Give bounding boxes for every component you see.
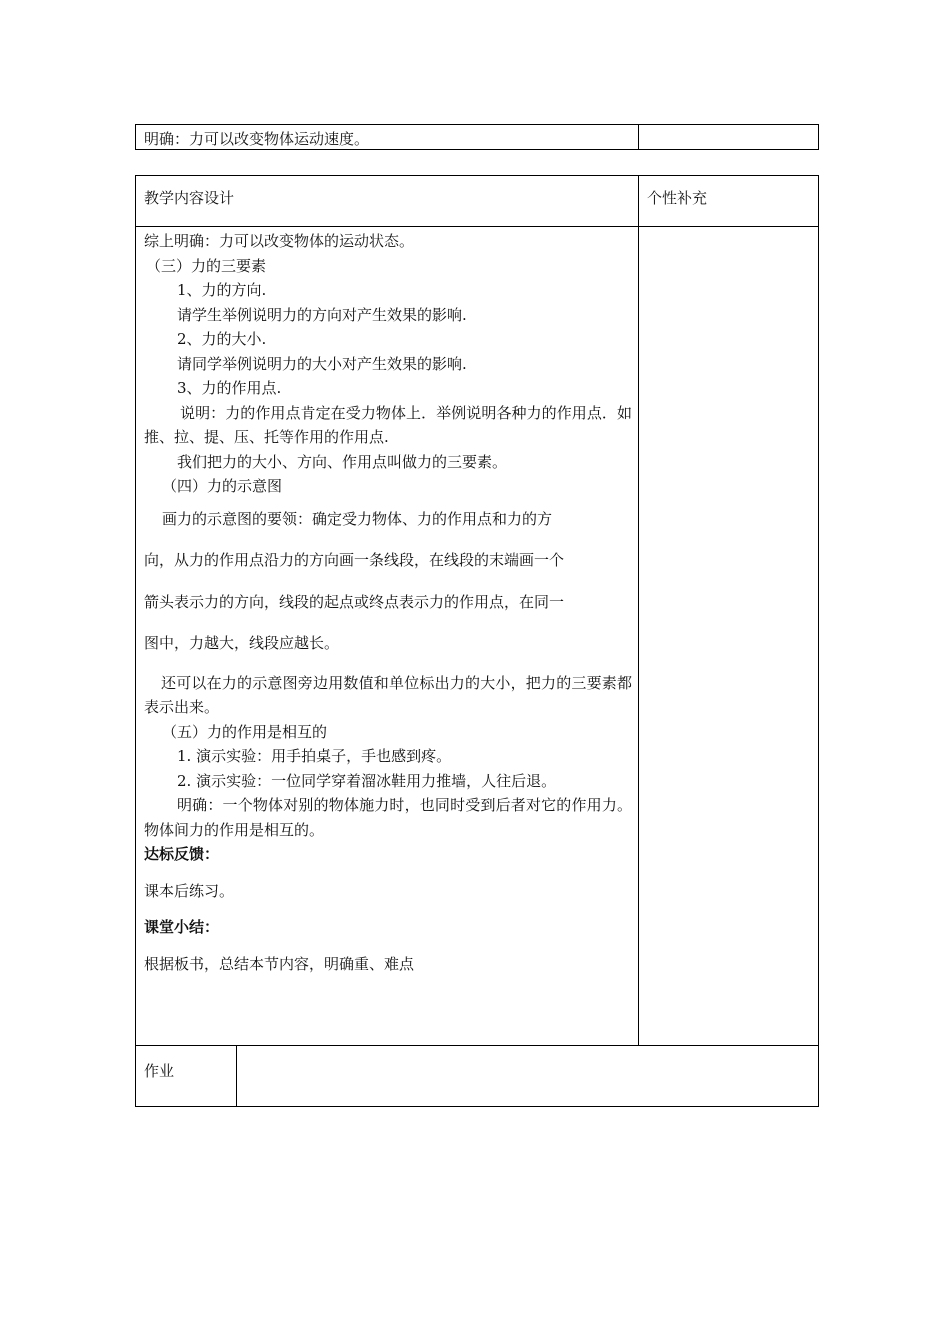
content-line: 1、力的方向. — [177, 281, 267, 299]
content-line: 请学生举例说明力的方向对产生效果的影响. — [177, 305, 467, 324]
content-line: 2、力的大小. — [177, 330, 267, 348]
content-line: 1. 演示实验：用手拍桌子，手也感到疼。 — [177, 747, 452, 765]
content-line: 3、力的作用点. — [177, 379, 282, 397]
content-paragraph: 还可以在力的示意图旁边用数值和单位标出力的大小，把力的三要素都表示出来。 — [144, 673, 632, 716]
column-divider — [638, 176, 639, 1045]
content-line: 根据板书，总结本节内容，明确重、难点 — [144, 954, 415, 973]
content-line: 图中，力越大，线段应越长。 — [144, 634, 340, 652]
column-divider — [638, 125, 639, 149]
section-heading: （五）力的作用是相互的 — [162, 722, 328, 741]
section-heading: （四）力的示意图 — [162, 477, 283, 495]
lesson-content — [144, 229, 632, 976]
content-line: 课本后练习。 — [144, 881, 235, 900]
top-table — [135, 124, 819, 150]
content-paragraph: 明确：一个物体对别的物体施力时，也同时受到后者对它的作用力。物体间力的作用是相互的。 — [144, 796, 632, 839]
content-line: 综上明确：力可以改变物体的运动状态。 — [144, 232, 415, 250]
homework-row-divider — [136, 1045, 818, 1046]
content-line: 画力的示意图的要领：确定受力物体、力的作用点和力的方 — [162, 509, 553, 528]
homework-column-divider — [236, 1045, 237, 1106]
homework-label: 作业 — [144, 1062, 175, 1080]
content-line: 我们把力的大小、方向、作用点叫做力的三要素。 — [177, 452, 508, 471]
content-line: 2. 演示实验：一位同学穿着溜冰鞋用力推墙，人往后退。 — [177, 771, 557, 790]
content-line: 箭头表示力的方向，线段的起点或终点表示力的作用点，在同一 — [144, 592, 565, 611]
main-table — [135, 175, 819, 1107]
section-heading: （三）力的三要素 — [146, 256, 267, 275]
feedback-heading: 达标反馈： — [144, 845, 220, 863]
content-paragraph: 说明：力的作用点肯定在受力物体上．举例说明各种力的作用点．如推、拉、提、压、托等作用的作用点. — [144, 403, 632, 446]
content-line: 向，从力的作用点沿力的方向画一条线段，在线段的末端画一个 — [144, 551, 565, 569]
summary-heading: 课堂小结： — [144, 918, 220, 936]
top-table-text: 明确：力可以改变物体运动速度。 — [144, 130, 370, 148]
header-supplement: 个性补充 — [647, 189, 708, 207]
header-content-design: 教学内容设计 — [144, 189, 235, 207]
content-line: 请同学举例说明力的大小对产生效果的影响. — [177, 354, 467, 373]
header-row-divider — [136, 226, 818, 227]
